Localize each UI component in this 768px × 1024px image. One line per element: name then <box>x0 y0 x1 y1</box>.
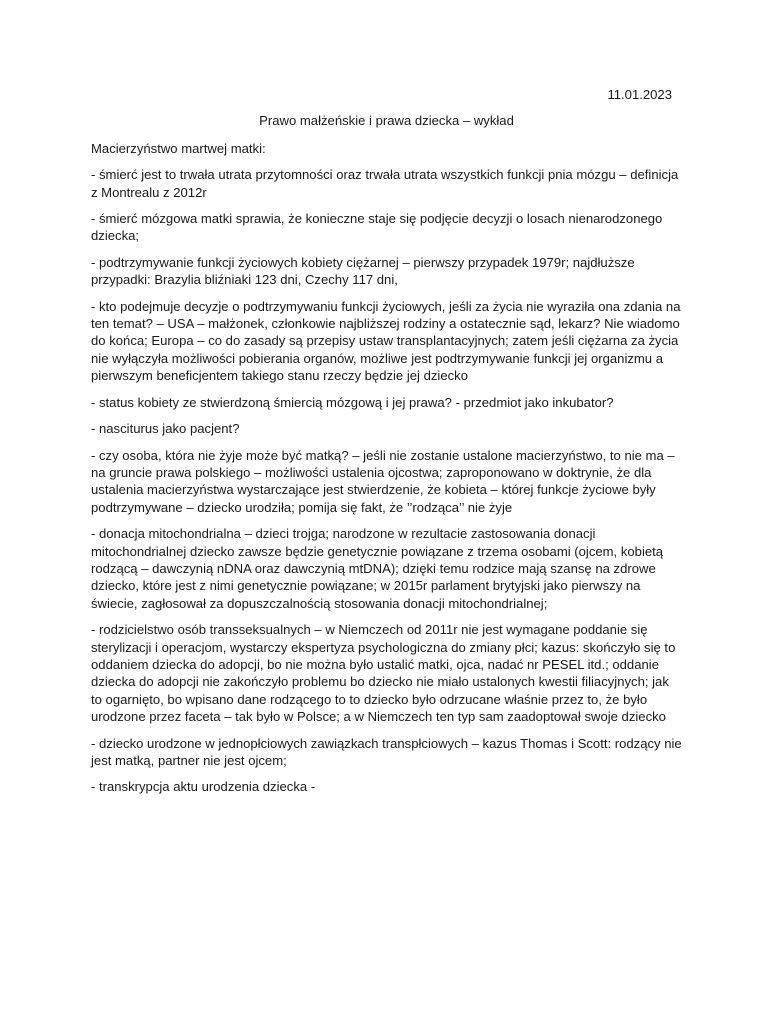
paragraph-woman-status: - status kobiety ze stwierdzoną śmiercią mózgową i jej prawa? - przedmiot jako inkubator? <box>91 394 614 410</box>
paragraph-deceased-mother: - czy osoba, która nie żyje może być matką? – jeśli nie zostanie ustalone macierzyństwo, to nie ma – na gruncie prawa polskiego – możliwości ustalenia ojcostwa; zaproponowano w doktrynie, że dla ustalenia macierzyństwa wystarczające jest stwierdzenie, że kobieta – której funkcje życiowe były podtrzymywane – dziecko urodziła; pomija się fakt, że ’’rodząca’’ nie żyje <box>91 447 675 515</box>
paragraph-mitochondrial-donation: - donacja mitochondrialna – dzieci trojga; narodzone w rezultacie zastosowania donacji mitochondrialnej dziecko zawsze będzie genetycznie powiązane z trzema osobami (ojcem, kobietą rodzącą – dawczynią nDNA oraz dawczynią mtDNA); dzięki temu rodzice mają szansę na zdrowe dziecko, które jest z nimi genetycznie powiązane; w 2015r parlament brytyjski jako pierwszy na świecie, zagłosował za dopuszczalnością stosowania donacji mitochondrialnej; <box>91 526 664 611</box>
paragraph-decision-makers: - kto podejmuje decyzje o podtrzymywaniu funkcji życiowych, jeśli za życia nie wyraziła ona zdania na ten temat? – USA – małżonek, członkowie najbliższej rodziny a ostatecznie sąd, lekarz? Nie wiadomo do końca; Europa – co do zasady są przepisy ustaw transplantacyjnych; zatem jeśli ciężarna za życia nie wyłączyła możliwości pobierania organów, możliwe jest podtrzymywanie funkcji jej organizmu a pierwszym beneficjentem takiego stanu rzeczy będzie jej dziecko <box>91 298 681 384</box>
document-date: 11.01.2023 <box>607 87 672 102</box>
paragraph-life-support-cases: - podtrzymywanie funkcji życiowych kobiety ciężarnej – pierwszy przypadek 1979r; najdłuższe przypadki: Brazylia bliźniaki 123 dni, Czechy 117 dni, <box>91 254 635 288</box>
paragraph-unborn-child-decision: - śmierć mózgowa matki sprawia, że konieczne staje się podjęcie decyzji o losach nienarodzonego dziecka; <box>91 211 663 244</box>
paragraph-transsexual-parenthood: - rodzicielstwo osób transseksualnych – w Niemczech od 2011r nie jest wymagane poddanie się sterylizacji i operacjom, wystarczy ekspertyza psychologiczna do zmiany płci; kazus: skończyło się to oddaniem dziecka do adopcji, bo nie można było ustalić matki, ojca, nadać nr PESEL itd.; oddanie dziecka do adopcji nie zakończyło problemu bo dziecko nie miało ustalonych kwestii filiacyjnych; jak to ogarnięto, bo wpisano dane rodzącego to to dziecko było odrzucane właśnie przez to, że było urodzone przez faceta – tak było w Polsce; a w Niemczech ten typ sam zaadoptował swoje dziecko <box>91 622 676 725</box>
paragraph-brain-death-definition: - śmierć jest to trwała utrata przytomności oraz trwała utrata wszystkich funkcji pnia mózgu – definicja z Montrealu z 2012r <box>91 167 679 200</box>
document-title: Prawo małżeńskie i prawa dziecka – wykład <box>259 113 514 129</box>
paragraph-nasciturus: - nasciturus jako pacjent? <box>91 421 240 437</box>
section-heading: Macierzyństwo martwej matki: <box>91 140 266 156</box>
paragraph-same-sex-trans-unions: - dziecko urodzone w jednopłciowych zawiązkach transpłciowych – kazus Thomas i Scott: rodzący nie jest matką, partner nie jest ojcem; <box>91 735 682 768</box>
paragraph-birth-certificate-transcription: - transkrypcja aktu urodzenia dziecka - <box>91 779 316 795</box>
